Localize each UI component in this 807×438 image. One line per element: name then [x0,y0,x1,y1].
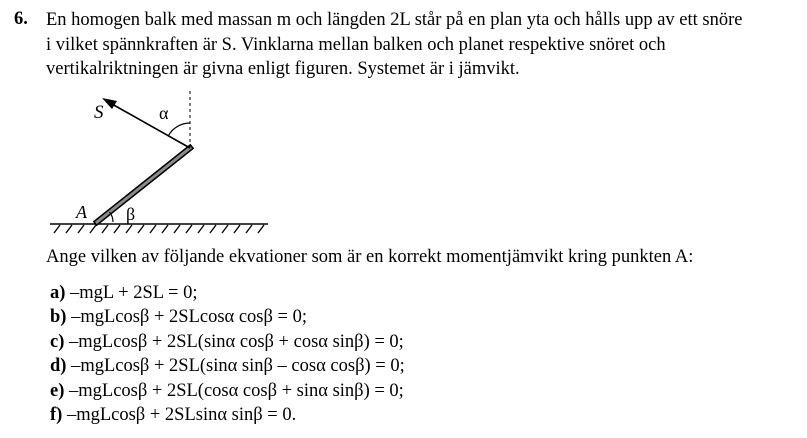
option-text: –mgLcosβ + 2SL(sinα sinβ – cosα cosβ) = 0; [71,356,405,376]
tension-arrowhead [102,98,117,109]
option-text: –mgL + 2SL = 0; [70,283,198,303]
intro-line-3: vertikalriktningen är givna enligt figuren. Systemet är i jämvikt. [46,59,520,79]
option-letter: a) [50,283,66,303]
option-letter: d) [50,356,67,376]
option-text: –mgLcosβ + 2SLcosα cosβ = 0; [71,307,307,327]
option-text: –mgLcosβ + 2SL(sinα cosβ + cosα sinβ) = 0; [69,332,404,352]
option-text: –mgLcosβ + 2SLsinα sinβ = 0. [66,405,297,425]
option-letter: e) [50,381,65,401]
label-S: S [94,102,104,123]
alpha-arc [168,123,190,136]
intro-line-2: i vilket spännkraften är S. Vinklarna mellan balken och planet respektive snöret och [46,35,666,55]
option-letter: b) [50,307,67,327]
option-a [50,282,197,304]
beam-figure [40,88,270,238]
option-b [50,306,307,328]
label-alpha: α [159,103,169,123]
option-d [50,355,405,377]
option-f [50,404,296,426]
label-A: A [76,202,87,222]
option-letter: c) [50,332,65,352]
beam [97,148,190,222]
option-letter: f) [50,405,63,425]
option-c [50,331,404,353]
option-text: –mgLcosβ + 2SL(cosα cosβ + sinα sinβ) = 0; [69,381,404,401]
option-e [50,380,404,402]
label-beta: β [126,204,136,224]
intro-line-1: En homogen balk med massan m och längden 2L står på en plan yta och hålls upp av ett snöre [46,10,743,30]
problem-number: 6. [14,9,28,29]
ground-hatching [54,225,264,233]
question-text: Ange vilken av följande ekvationer som är en korrekt momentjämvikt kring punkten A: [46,247,694,267]
